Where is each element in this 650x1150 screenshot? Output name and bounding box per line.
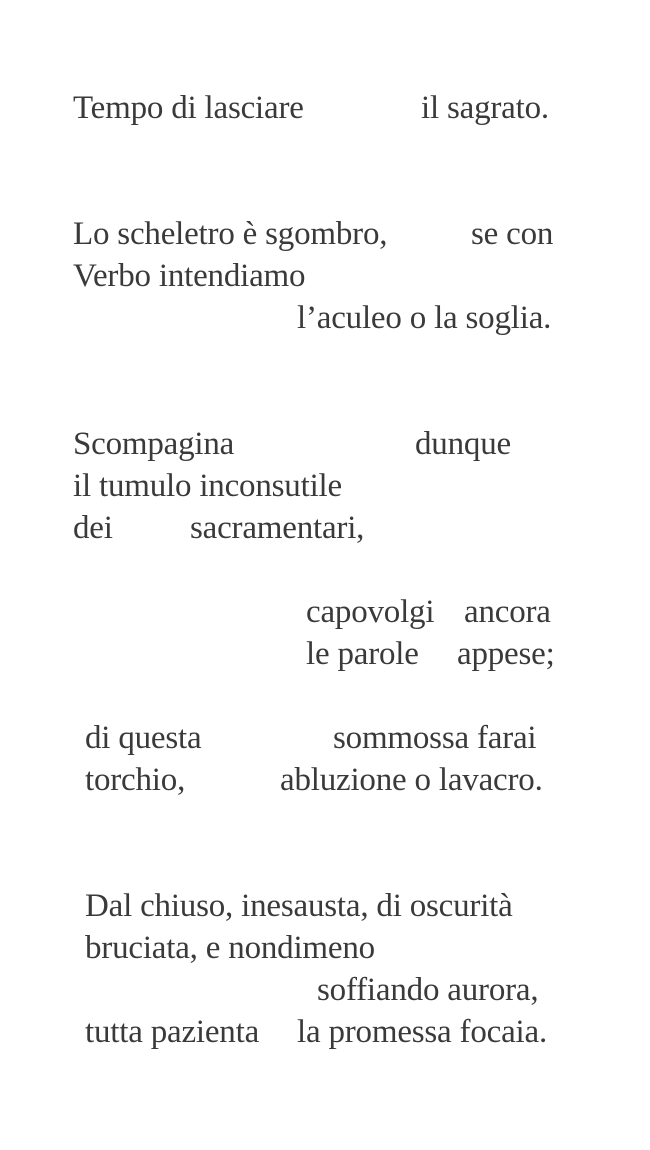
poem-line-fragment: abluzione o lavacro.	[280, 762, 543, 798]
poem-line-fragment: dunque	[415, 426, 511, 462]
poem-line-fragment: soffiando aurora,	[317, 972, 539, 1008]
poem-line-fragment: di questa	[85, 720, 202, 756]
poem-line-fragment: Tempo di lasciare	[73, 90, 304, 126]
poem-line-fragment: tutta pazienta	[85, 1014, 260, 1050]
poem-line-fragment: torchio,	[85, 762, 186, 798]
poem-line-fragment: dei	[73, 510, 113, 546]
poem-line-fragment: il tumulo inconsutile	[73, 468, 342, 504]
poem-line-fragment: bruciata, e nondimeno	[85, 930, 375, 966]
poem-line-fragment: la promessa focaia.	[297, 1014, 548, 1050]
poem-line-fragment: capovolgi	[306, 594, 435, 630]
poem-line-fragment: sacramentari,	[190, 510, 365, 546]
poem-line-fragment: ancora	[464, 594, 551, 630]
poem-line-fragment: le parole	[306, 636, 419, 672]
poem-line-fragment: Verbo intendiamo	[73, 258, 306, 294]
poem-line-fragment: appese;	[457, 636, 555, 672]
poem-line-fragment: l’aculeo o la soglia.	[297, 300, 552, 336]
poem-line-fragment: sommossa farai	[333, 720, 537, 756]
poem-line-fragment: Dal chiuso, inesausta, di oscurità	[85, 888, 513, 924]
poem-line-fragment: Lo scheletro è sgombro,	[73, 216, 388, 252]
poem-line-fragment: il sagrato.	[421, 90, 549, 126]
poem-line-fragment: Scompagina	[73, 426, 235, 462]
poem-line-fragment: se con	[471, 216, 554, 252]
